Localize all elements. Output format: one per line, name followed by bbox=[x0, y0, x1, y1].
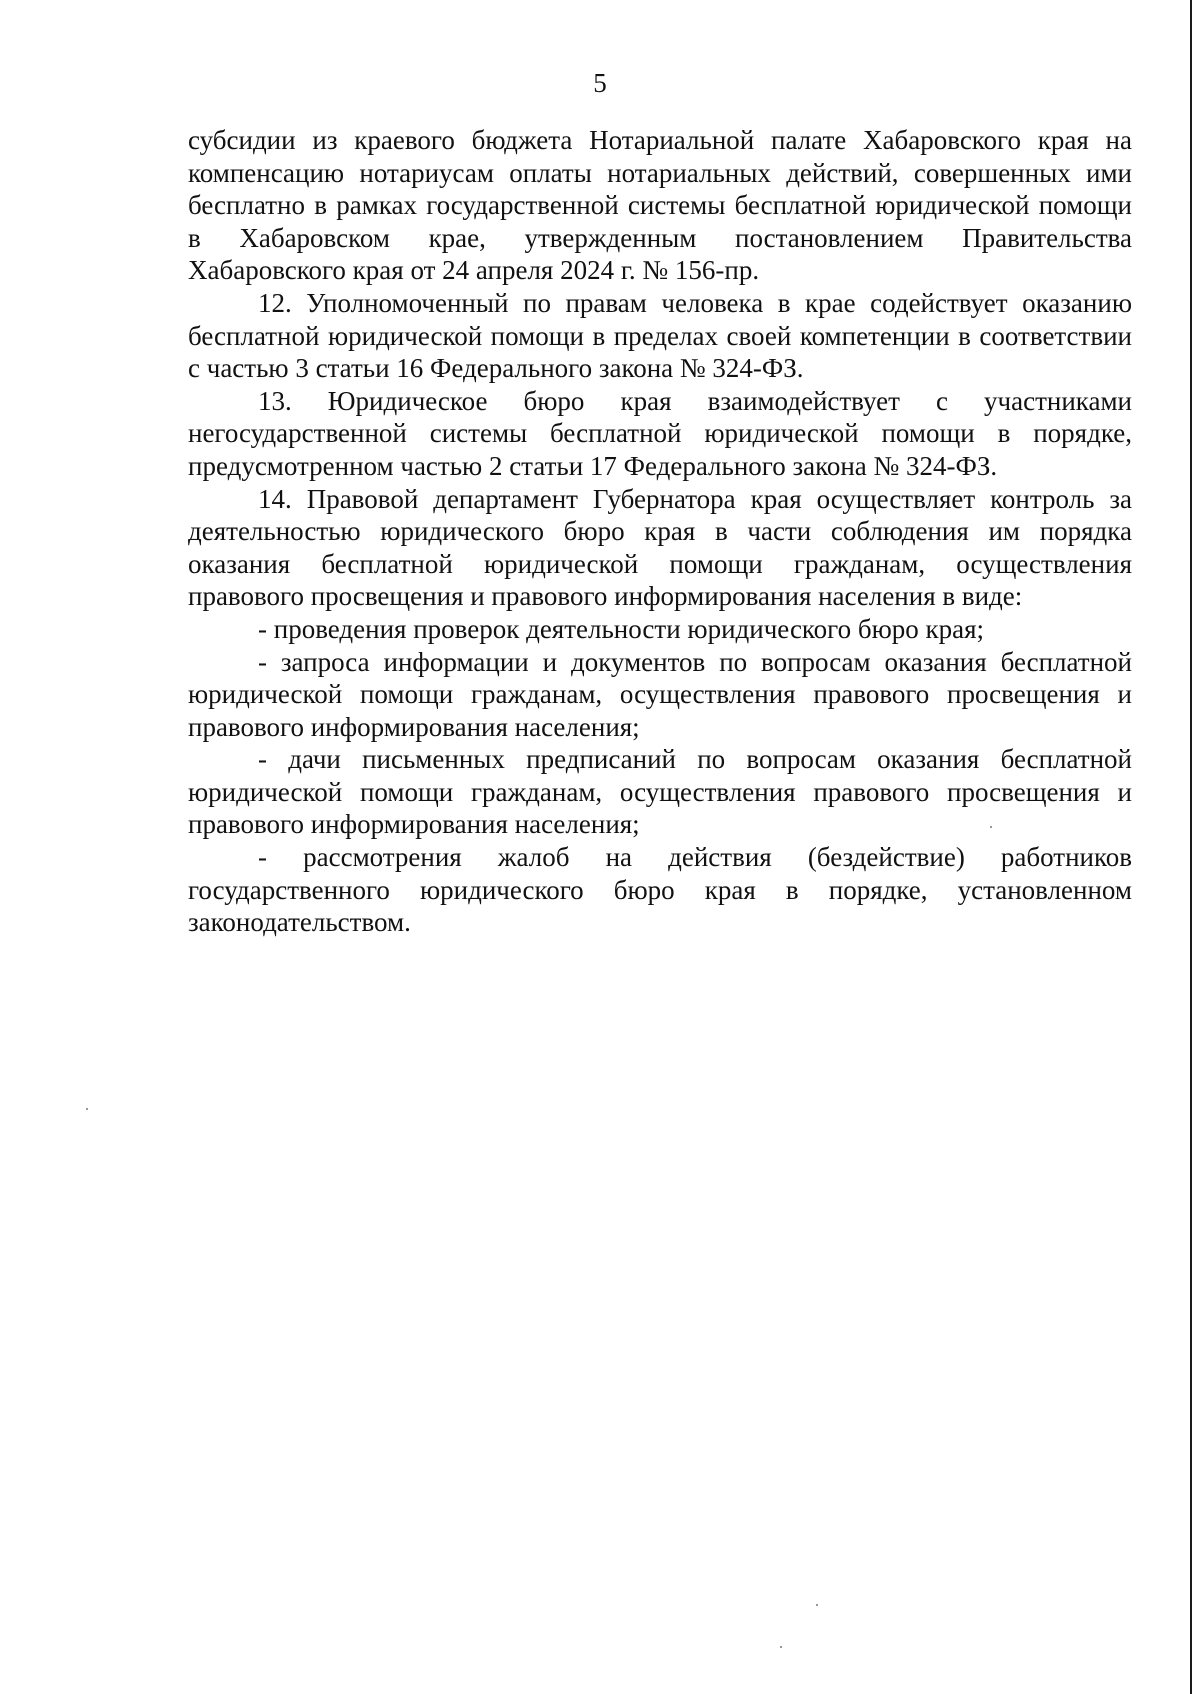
scan-speck bbox=[780, 1646, 782, 1648]
scan-speck bbox=[86, 1108, 88, 1110]
page-number: 5 bbox=[593, 68, 607, 98]
document-body bbox=[188, 124, 1132, 939]
scan-edge-line bbox=[1190, 0, 1192, 1694]
paragraph-item-14: 14. Правовой департамент Губернатора края осуществляет контроль за деятельностью юридического бюро края в части соблюдения им порядка оказания бесплатной юридической помощи гражданам, осуществления правового просвещения и правового информирования населения в виде: bbox=[188, 483, 1132, 612]
paragraph-item-13: 13. Юридическое бюро края взаимодействует с участниками негосударственной системы бесплатной юридической помощи в порядке, предусмотренном частью 2 статьи 17 Федерального закона № 324-ФЗ. bbox=[188, 385, 1132, 481]
list-item-inspections: - проведения проверок деятельности юридического бюро края; bbox=[258, 613, 985, 644]
paragraph-item-12: 12. Уполномоченный по правам человека в крае содействует оказанию бесплатной юридической помощи в пределах своей компетенции в соответствии с частью 3 статьи 16 Федерального закона № 324-ФЗ. bbox=[188, 287, 1132, 384]
list-item-complaints-review: - рассмотрения жалоб на действия (бездействие) работников государственного юридического бюро края в порядке, установленном законодательством. bbox=[188, 842, 1132, 938]
scan-speck bbox=[816, 1604, 818, 1606]
list-item-information-requests: - запроса информации и документов по вопросам оказания бесплатной юридической помощи гражданам, осуществления правового просвещения и правового информирования населения; bbox=[188, 646, 1132, 742]
paragraph-continuation: субсидии из краевого бюджета Нотариальной палате Хабаровского края на компенсацию нотариусам оплаты нотариальных действий, совершенных ими бесплатно в рамках государственной системы бесплатной юридической помощи в Хабаровском крае, утвержденным постановлением Правительства Хабаровского края от 24 апреля 2024 г. № 156-пр. bbox=[188, 125, 1132, 286]
list-item-written-orders: - дачи письменных предписаний по вопросам оказания бесплатной юридической помощи гражданам, осуществления правового просвещения и правового информирования населения; bbox=[188, 744, 1132, 840]
